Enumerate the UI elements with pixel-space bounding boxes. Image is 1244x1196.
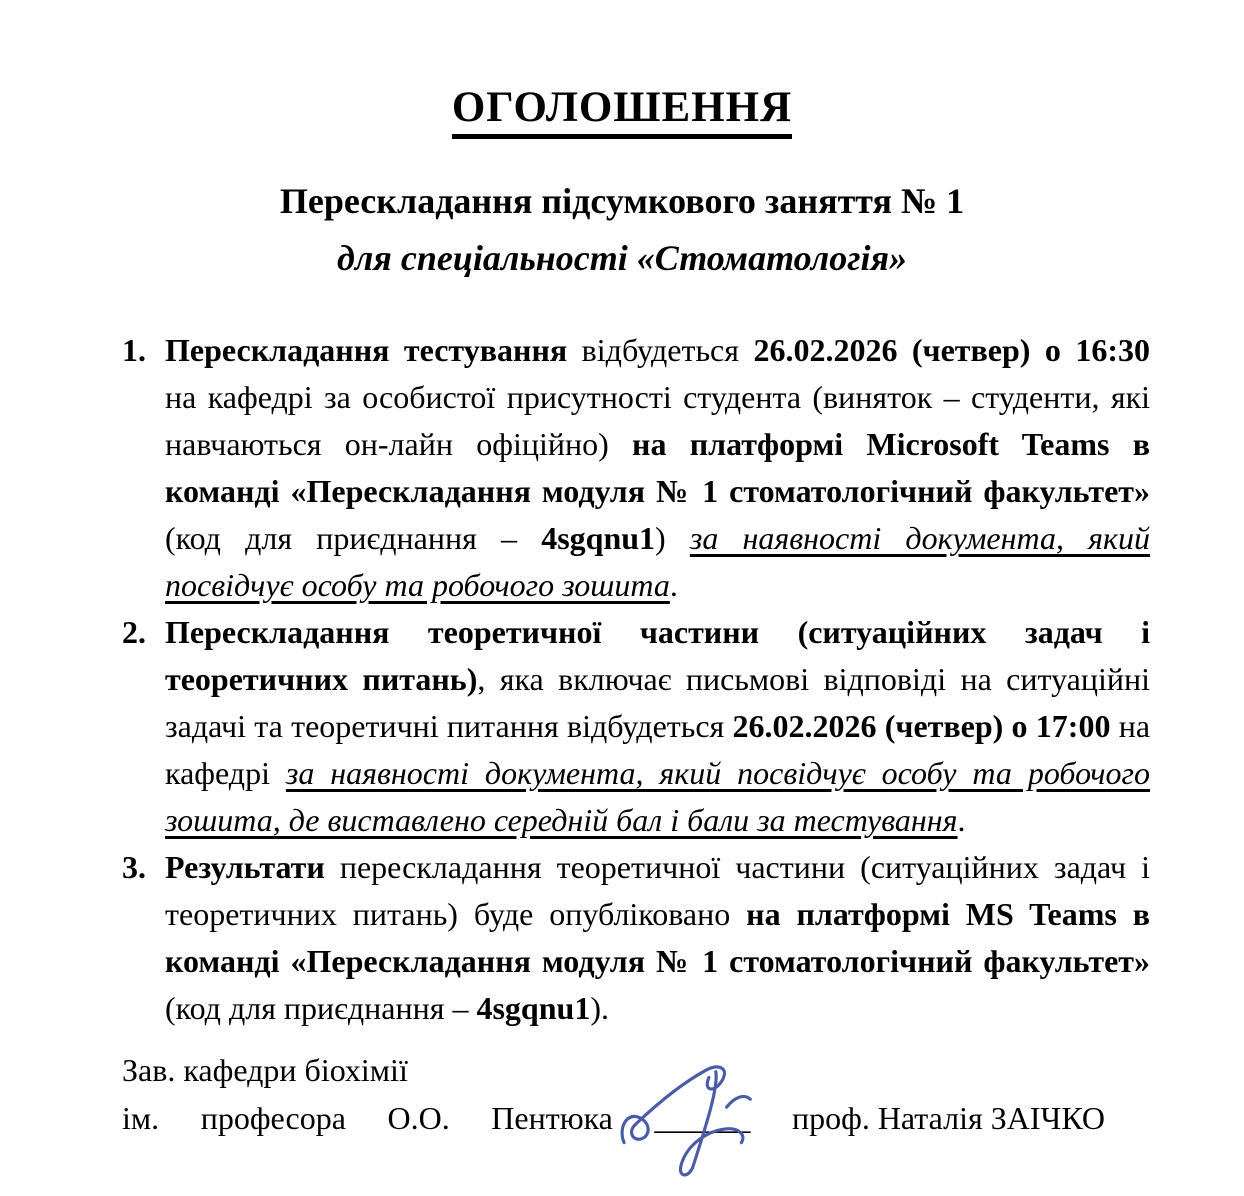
subtitle-line-1: Перескладання підсумкового заняття № 1 — [279, 181, 965, 221]
text-run: на платформі MS Teams в команді «Перескладання модуля № 1 стоматологічний факультет» — [165, 896, 1150, 979]
text-run: ). — [590, 990, 609, 1026]
text-run: Результати — [165, 849, 325, 885]
text-run: 4sgqnu1 — [541, 520, 656, 556]
signature-department-line: Зав. кафедри біохімії — [122, 1052, 408, 1088]
item-text — [165, 332, 1150, 603]
text-run: на платформі Microsoft Teams в команді «Перескладання модуля № 1 стоматологічний факультет» — [165, 426, 1151, 509]
text-run: ) — [655, 520, 690, 556]
item-number: 3. — [122, 849, 146, 885]
text-run: (код для приєднання – — [165, 990, 477, 1026]
text-run: на кафедрі — [165, 708, 1151, 791]
signature-word: О.О. — [387, 1100, 450, 1136]
text-run: 26.02.2026 (четвер) о 16:30 — [753, 332, 1151, 368]
item-number: 2. — [122, 614, 146, 650]
text-run: Перескладання теоретичної частини (ситуаційних задач і теоретичних питань) — [165, 614, 1150, 697]
signature-line: ______ — [654, 1100, 751, 1136]
text-run: за наявності документа, який посвідчує особу та робочого зошита — [165, 520, 1151, 603]
item-text — [165, 849, 1150, 1026]
item-text — [165, 614, 1150, 838]
item-number: 1. — [122, 332, 146, 368]
text-run: . — [957, 802, 966, 838]
document-subtitle — [0, 173, 1244, 287]
text-run: за наявності документа, який посвідчує особу та робочого зошита, де виставлено середній бал і бали за тестування — [165, 755, 1151, 838]
signature-name-line — [122, 1094, 1105, 1142]
document-title-text: ОГОЛОШЕННЯ — [452, 86, 792, 139]
subtitle-line-2: для спеціальності «Стоматологія» — [336, 238, 908, 278]
text-run: Перескладання тестування — [165, 332, 568, 368]
list-item-1 — [122, 327, 1151, 609]
text-run: відбудеться — [567, 332, 754, 368]
text-run: на кафедрі за особистої присутності студента (виняток – студенти, які навчаються он-лайн офіційно) — [165, 379, 1150, 462]
text-run: . — [669, 567, 678, 603]
text-run: перескладання теоретичної частини (ситуаційних задач і теоретичних питань) буде опубліковано — [165, 849, 1150, 932]
signature-block — [122, 1046, 1105, 1142]
text-run: 26.02.2026 (четвер) о 17:00 — [732, 708, 1111, 744]
text-run: 4sgqnu1 — [476, 990, 591, 1026]
announcement-list — [122, 327, 1151, 1032]
signature-area — [654, 1094, 750, 1142]
list-item-2 — [122, 609, 1151, 844]
document-title — [0, 0, 1244, 139]
signature-word: професора — [200, 1100, 346, 1136]
text-run: , яка включає письмові відповіді на ситуаційні задачі та теоретичні питання відбудеться — [165, 661, 1151, 744]
signature-word: ім. — [122, 1100, 160, 1136]
text-run: (код для приєднання – — [165, 520, 542, 556]
list-item-3 — [122, 844, 1150, 1032]
signature-word: Пентюка — [491, 1100, 613, 1136]
signatory-name: проф. Наталія ЗАІЧКО — [791, 1100, 1105, 1136]
